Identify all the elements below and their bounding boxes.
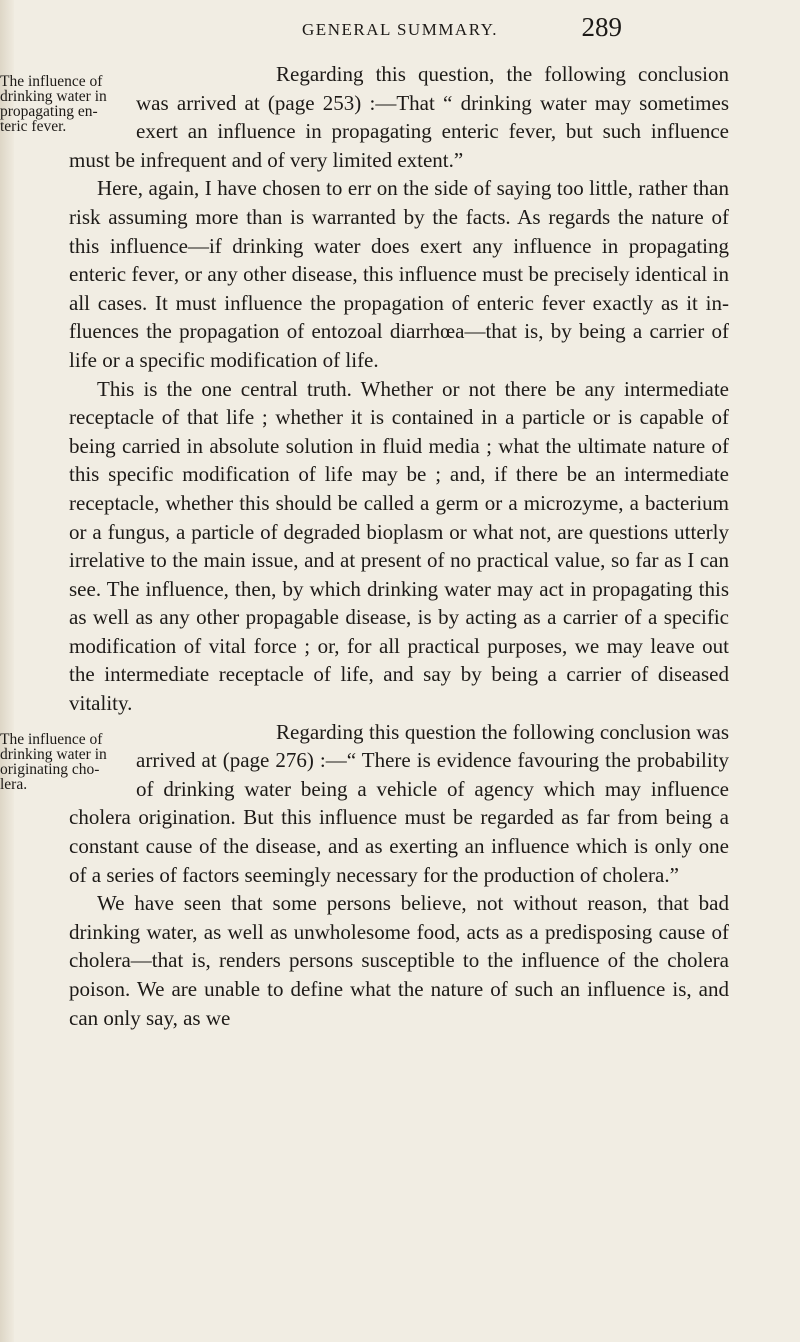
page-header — [0, 10, 800, 50]
paragraph-erring-side: Here, again, I have chosen to err on the side of saying too little, rather than risk assuming more than is warranted by the facts. As regards the nature of this influence—if drinking water does exert any influence in propagating enteric fever, or any other disease, this influence must be precisely identical in all cases. It must influence the propagation of enteric fever exactly as it influences the propagation of entozoal diarrhœa—that is, by being a carrier of life or a specific modification of life. — [69, 176, 729, 372]
paragraph-enteric-conclusion: Regarding this question, the following conclusion was arrived at (page 253) :—That “ drinking water may sometimes exert an influence in propagating enteric fever, but such influence must be infrequent and of very limited extent.” — [69, 62, 729, 172]
sidenote-line: lera. — [0, 775, 28, 793]
running-title: GENERAL SUMMARY. — [302, 20, 498, 39]
paragraph-central-truth: This is the one central truth. Whether or not there be any intermediate receptacle of that life ; whether it is contained in a particle or is capable of being carried in absolute solution in fluid media ; what the ultimate nature of this specific modification of life may be ; and, if there be an intermediate receptacle, whether this should be called a germ or a microzyme, a bacterium or a fungus, a particle of degraded bioplasm or what not, are questions utterly irrelative to the main issue, and at present of no practical value, so far as I can see. The influence, then, by which drinking water may act in propagating this as well as any other propagable disease, is by acting as a carrier of a specific modification of vital force ; or, for all practical purposes, we may leave out the intermediate receptacle of life, and say by being a carrier of diseased vitality. — [69, 376, 729, 716]
sidenote-line: The influence of — [0, 73, 103, 90]
body-text — [0, 60, 729, 1032]
sidenote-drinking-water-enteric-fever — [0, 74, 122, 134]
sidenote-line: drinking water in — [0, 745, 107, 763]
paragraph-predisposing-cause: We have seen that some persons believe, not without reason, that bad drinking water, as well as unwholesome food, acts as a predisposing cause of cholera—that is, renders persons susceptible to the influence of the cholera poison. We are unable to define what the nature of such an influence is, and can only say, as we — [69, 891, 729, 1030]
sidenote-line: The influence of — [0, 730, 103, 748]
sidenote-line: teric fever. — [0, 118, 67, 135]
sidenote-drinking-water-cholera — [0, 732, 122, 792]
page-number: 289 — [581, 12, 622, 42]
sidenote-line: drinking water in — [0, 88, 107, 105]
sidenote-line: propagating en- — [0, 103, 98, 120]
page-binding-edge — [0, 0, 14, 1342]
paragraph-cholera-conclusion: Regarding this question the following conclusion was arrived at (page 276) :—“ There is evidence favouring the probability of drinking water being a vehicle of agency which may influence cholera origination. But this influence must be regarded as far from being a constant cause of the disease, and as exerting an influence which is only one of a series of factors seemingly necessary for the production of cholera.” — [69, 719, 729, 887]
sidenote-line: originating cho- — [0, 760, 100, 778]
